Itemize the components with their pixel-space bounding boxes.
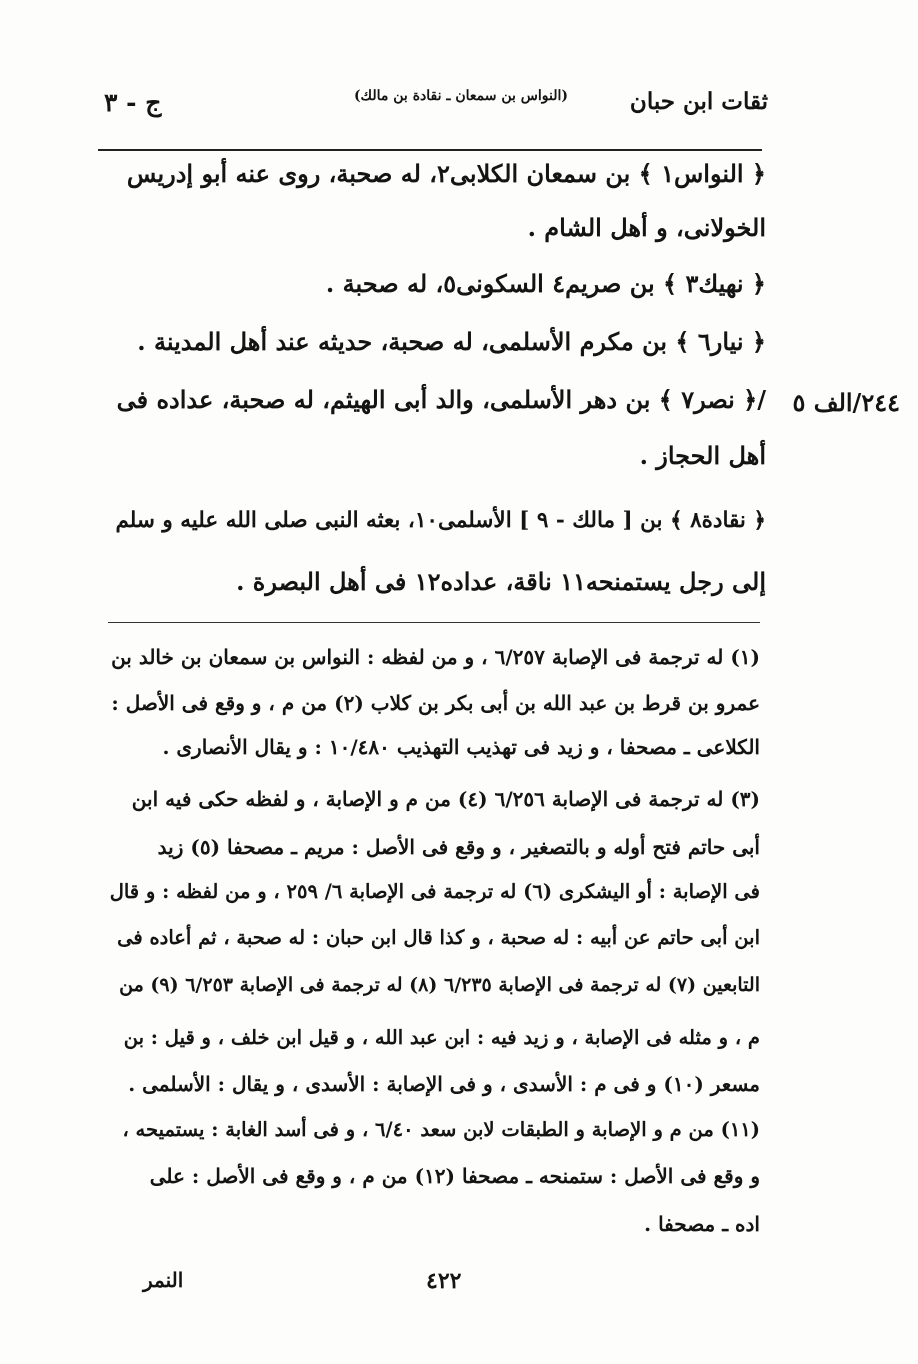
footnote-line: و وقع فى الأصل : ستمنحه ـ مصحفا (١٢) من م ، و وقع فى الأصل : على — [149, 1164, 760, 1188]
running-header-section-title: (النواس بن سمعان ـ نقادة بن مالك) — [353, 88, 568, 104]
main-line: /﴿ نصر٧ ﴾ بن دهر الأسلمى، والد أبى الهيثم، له صحبة، عداده فى — [116, 385, 766, 414]
footnote-line: مسعر (١٠) و فى م : الأسدى ، و فى الإصابة : الأسدى ، و يقال : الأسلمى . — [128, 1072, 760, 1096]
footnote-line: م ، و مثله فى الإصابة ، و زيد فيه : ابن عبد الله ، و قيل ابن خلف ، و قيل : بن — [123, 1026, 760, 1049]
page-number: ٤٢٢ — [426, 1268, 462, 1294]
main-line: ﴿ النواس١ ﴾ بن سمعان الكلابى٢، له صحبة، روى عنه أبو إدريس — [126, 159, 766, 188]
footnote-line: (١١) من م و الإصابة و الطبقات لابن سعد ٦/٤٠ ، و فى أسد الغابة : يستميحه ، — [122, 1118, 760, 1141]
main-line: ﴿ نيار٦ ﴾ بن مكرم الأسلمى، له صحبة، حديثه عند أهل المدينة . — [137, 327, 766, 356]
footnote-line: أبى حاتم فتح أوله و بالتصغير ، و وقع فى الأصل : مريم ـ مصحفا (٥) زيد — [157, 835, 760, 859]
footnote-line: (٣) له ترجمة فى الإصابة ٦/٢٥٦ (٤) من م و الإصابة ، و لفظه حكى فيه ابن — [131, 787, 760, 811]
main-line: ﴿ نقادة٨ ﴾ بن [ مالك - ٩ ] الأسلمى١٠، بعثه النبى صلى الله عليه و سلم — [115, 508, 766, 533]
main-line: الخولانى، و أهل الشام . — [527, 213, 766, 242]
footnote-rule — [108, 622, 760, 623]
running-header-book-title: ثقات ابن حبان — [629, 88, 768, 115]
main-line: أهل الحجاز . — [639, 441, 766, 470]
footnote-line: عمرو بن قرط بن عبد الله بن أبى بكر بن كلاب (٢) من م ، و وقع فى الأصل : — [111, 691, 760, 715]
footnote-line: ابن أبى حاتم عن أبيه : له صحبة ، و كذا قال ابن حبان : له صحبة ، ثم أعاده فى — [117, 926, 760, 949]
header-rule — [98, 149, 762, 151]
main-line: ﴿ نهيك٣ ﴾ بن صريم٤ السكونى٥، له صحبة . — [325, 269, 766, 298]
footnote-line: اده ـ مصحفا . — [644, 1212, 760, 1236]
footnote-line: فى الإصابة : أو اليشكرى (٦) له ترجمة فى الإصابة ٦/ ٢٥٩ ، و من لفظه : و قال — [109, 880, 760, 903]
main-line: إلى رجل يستمنحه١١ ناقة، عداده١٢ فى أهل البصرة . — [236, 567, 766, 596]
footnote-line: الكلاعى ـ مصحفا ، و زيد فى تهذيب التهذيب ١٠/٤٨٠ : و يقال الأنصارى . — [162, 735, 760, 759]
footnote-line: (١) له ترجمة فى الإصابة ٦/٢٥٧ ، و من لفظه : النواس بن سمعان بن خالد بن — [111, 645, 760, 669]
margin-folio-note: ٢٤٤/الف ٥ — [792, 388, 900, 417]
footnote-line: التابعين (٧) له ترجمة فى الإصابة ٦/٢٣٥ (٨) له ترجمة فى الإصابة ٦/٢٥٣ (٩) من — [119, 974, 760, 996]
footer-signature-mark: النمر — [143, 1268, 184, 1292]
running-header-volume: ج - ٣ — [104, 88, 162, 117]
